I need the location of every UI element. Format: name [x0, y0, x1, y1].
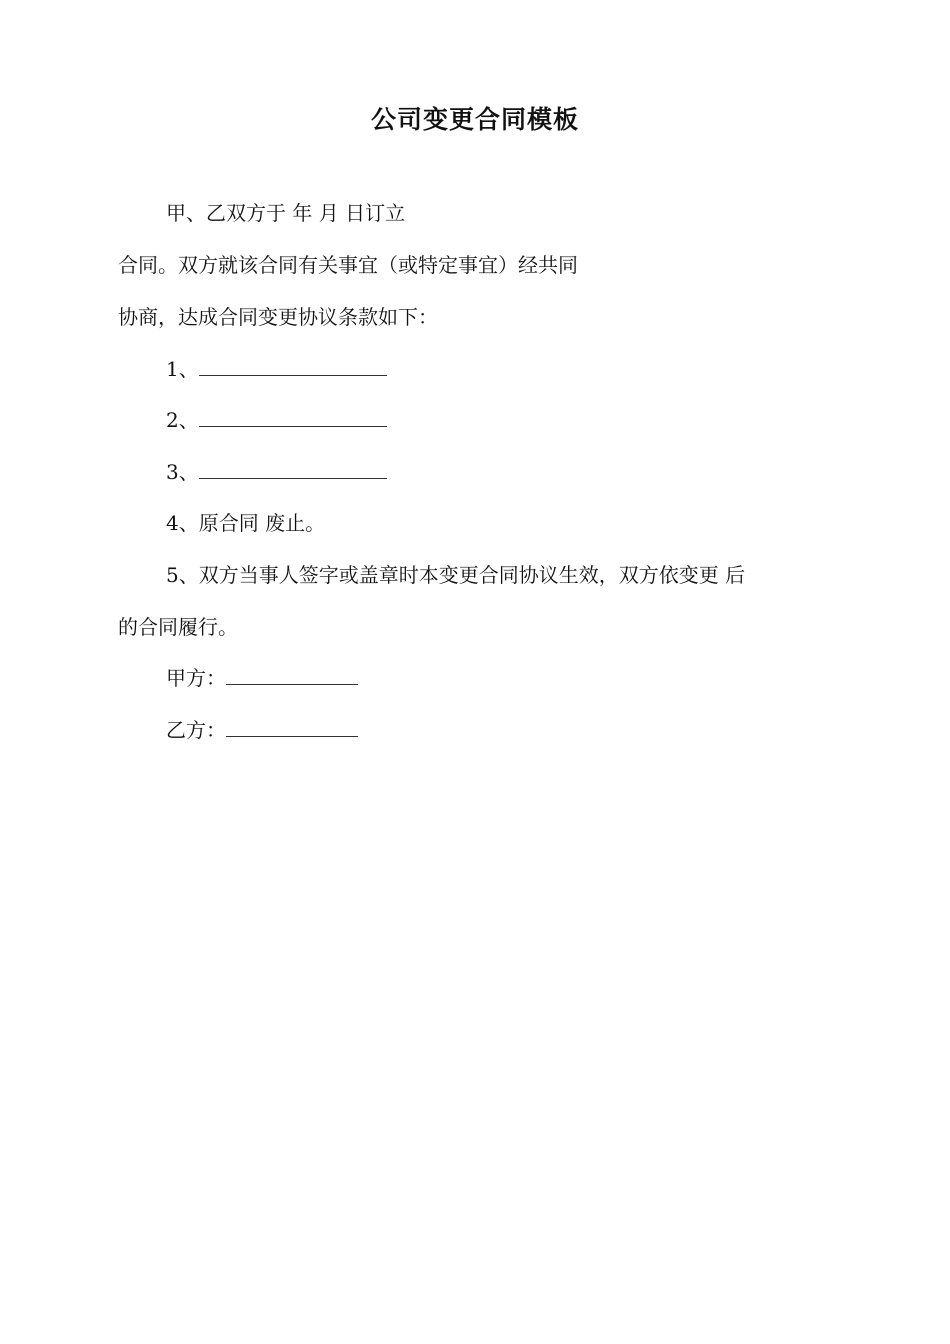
clause-3-blank[interactable] [199, 458, 387, 479]
clause-2-blank[interactable] [199, 406, 387, 427]
clause-4: 4、原合同 废止。 [166, 511, 326, 535]
party-a-signature-blank[interactable] [226, 664, 358, 685]
party-a-label: 甲方： [166, 666, 226, 690]
intro-line-1: 甲、乙双方于 年 月 日订立 [166, 201, 406, 225]
clause-5-continued: 的合同履行。 [118, 615, 238, 639]
clause-1-blank[interactable] [199, 355, 387, 376]
intro-line-3: 协商，达成合同变更协议条款如下： [118, 305, 438, 329]
party-b-row [166, 715, 358, 745]
document-title: 公司变更合同模板 [370, 105, 579, 134]
clause-1 [166, 354, 387, 384]
party-b-label: 乙方： [166, 718, 226, 742]
clause-3-label: 3、 [166, 460, 199, 484]
clause-3 [166, 457, 387, 487]
clause-5: 5、双方当事人签字或盖章时本变更合同协议生效，双方依变更 后 [166, 563, 746, 587]
intro-line-2: 合同。双方就该合同有关事宜（或特定事宜）经共同 [118, 253, 578, 277]
clause-2 [166, 405, 387, 435]
clause-1-label: 1、 [166, 357, 199, 381]
party-b-signature-blank[interactable] [226, 716, 358, 737]
clause-2-label: 2、 [166, 408, 199, 432]
party-a-row [166, 663, 358, 693]
